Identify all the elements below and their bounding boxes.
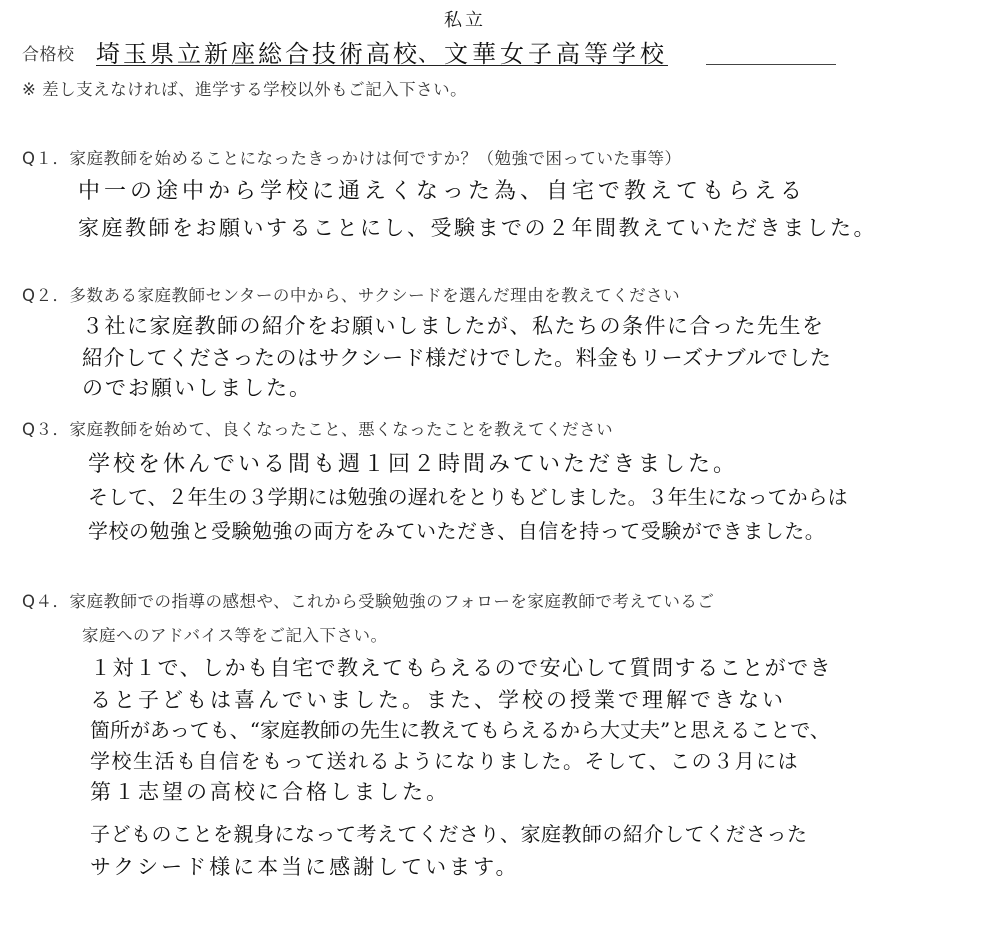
q4-answer-line-3: 箇所があっても、“家庭教師の先生に教えてもらえるから大丈夫”と思えることで、 [90,718,830,742]
blank-rule [706,64,836,65]
q4-answer-line-7: サクシード様に本当に感謝しています。 [90,855,520,879]
q4-question-line-2: 家庭へのアドバイス等をご記入下さい。 [82,626,388,645]
header-note: ※ 差し支えなければ、進学する学校以外もご記入下さい。 [22,80,468,99]
q4-answer-line-6: 子どものことを親身になって考えてくださり、家庭教師の紹介してくださった [90,822,808,846]
q2-question: Q２．多数ある家庭教師センターの中から、サクシードを選んだ理由を教えてください [22,286,681,305]
school-name-1: 埼玉県立新座総合技術高校 [96,40,420,68]
q4-answer-line-2: ると子どもは喜んでいました。また、学校の授業で理解できない [90,688,786,712]
q3-answer-line-2: そして、２年生の３学期には勉強の遅れをとりもどしました。３年生になってからは [88,485,848,509]
q2-answer-line-2: 紹介してくださったのはサクシード様だけでした。料金もリーズナブルでした [82,346,832,370]
q4-answer-line-4: 学校生活も自信をもって送れるようになりました。そして、この３月には [90,749,800,773]
q3-answer-line-1: 学校を休んでいる間も週１回２時間みていただきました。 [88,452,739,477]
q3-question: Q３．家庭教師を始めて、良くなったこと、悪くなったことを教えてください [22,420,614,439]
header-label: 合格校 [22,45,75,65]
q1-answer-line-1: 中一の途中から学校に通えくなった為、自宅で教えてもらえる [78,179,807,204]
q1-answer-line-2: 家庭教師をお願いすることにし、受験までの２年間教えていただきました。 [78,216,877,240]
q2-answer-line-3: のでお願いしました。 [82,376,312,400]
q4-question-line-1: Q４．家庭教師での指導の感想や、これから受験勉強のフォローを家庭教師で考えているご [22,592,715,611]
school-name-2: 文華女子高等学校 [444,40,668,68]
school-separator: 、 [418,42,442,66]
q2-answer-line-1: ３社に家庭教師の紹介をお願いしましたが、私たちの条件に合った先生を [82,314,825,338]
q3-answer-line-3: 学校の勉強と受験勉強の両方をみていただき、自信を持って受験ができました。 [88,519,826,543]
q4-answer-line-5: 第１志望の高校に合格しました。 [90,780,450,804]
school-underline [96,65,668,66]
school-annotation: 私立 [444,10,486,31]
q1-question: Q１．家庭教師を始めることになったきっかけは何ですか？（勉強で困っていた事等） [22,149,682,168]
q4-answer-line-1: １対１で、しかも自宅で教えてもらえるので安心して質問することができ [90,656,833,680]
